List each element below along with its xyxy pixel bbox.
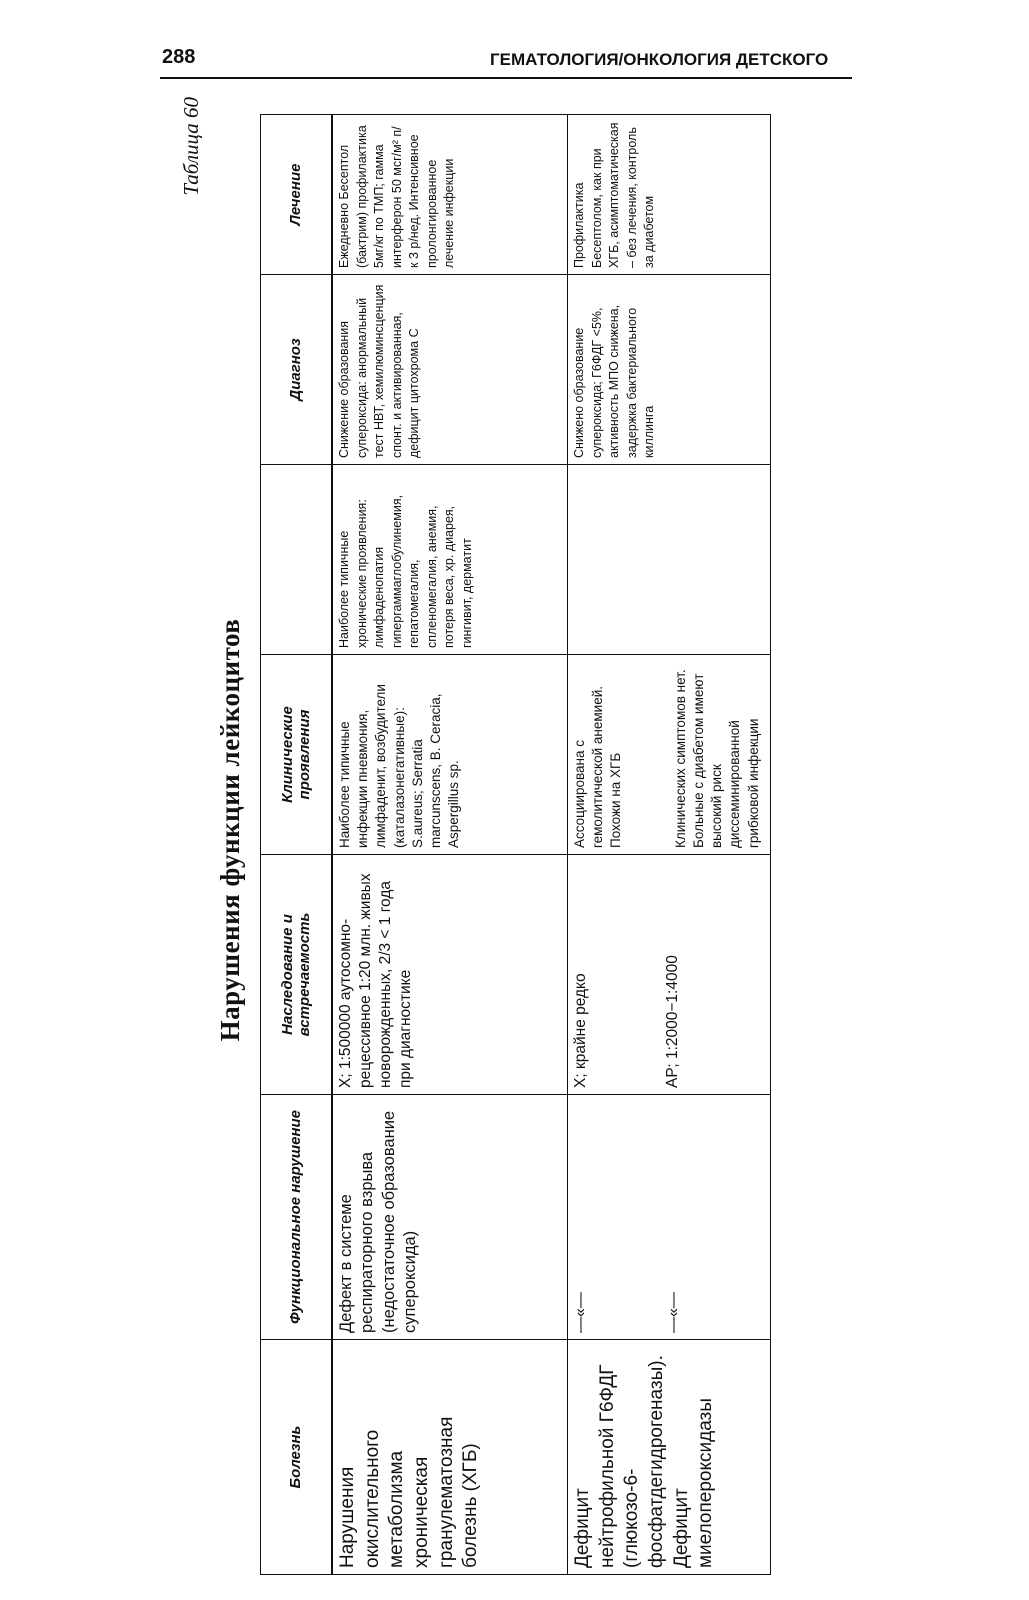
header-rule (160, 77, 852, 79)
cell-function (568, 1095, 771, 1340)
table-title: Нарушения функции лейкоцитов (215, 618, 245, 1042)
clinical-g6pd: Ассоциирована с гемолитической анемией. Похожи на ХГБ (572, 685, 624, 848)
cell-treatment: Профилактика Бесептолом, как при ХГБ, асимптоматическая – без лечения, контроль за диабетом (568, 115, 771, 275)
column-header-blank (261, 465, 333, 655)
table-row (568, 115, 771, 1575)
rotated-table-block (175, 85, 865, 1575)
clinical-mpo: Клинических симптомов нет. Больные с диабетом имеют высокий риск диссеминированной грибковой инфекции (672, 669, 761, 848)
cell-disease: Дефицит нейтрофильной Г6ФДГ (глюкозо-6-фосфатдегидрогеназы). Дефицит миелопероксидазы (568, 1340, 771, 1575)
ditto-mark: —«— (572, 1292, 589, 1333)
column-header-diagnosis: Диагноз (261, 275, 333, 465)
ditto-mark: —«— (664, 1292, 682, 1333)
column-header-function: Функциональное нарушение (261, 1095, 333, 1340)
cell-clinical-chronic (568, 465, 771, 655)
inheritance-g6pd: Х; крайне редко (572, 973, 589, 1088)
leukocyte-disorders-table (260, 114, 771, 1575)
cell-diagnosis: Снижено образование супероксида; Г6ФДГ <5%, активность МПО снижена, задержка бактериального киллинга (568, 275, 771, 465)
table-label: Таблица 60 (179, 97, 203, 196)
column-header-inheritance: Наследование и встречаемость (261, 855, 333, 1095)
page-number: 288 (162, 46, 196, 68)
cell-disease: Нарушения окислительного метаболизма хроническая гранулематозная болезнь (ХГБ) (332, 1340, 568, 1575)
cell-function: Дефект в системе респираторного взрыва (недостаточное образование супероксида) (332, 1095, 568, 1340)
cell-treatment: Ежедневно Бесептол (бактрим) профилактика 5мг/кг по ТМП; гамма интерферон 50 мсг/м² п/к 3 р/нед. Интенсивное пролонгированное лечение инфекции (332, 115, 568, 275)
running-title: ГЕМАТОЛОГИЯ/ОНКОЛОГИЯ ДЕТСКОГО (490, 50, 829, 69)
cell-diagnosis: Снижение образования супероксида: анормальный тест НВТ, хемилюминсценция спонт. и активированная, дефицит цитохрома С (332, 275, 568, 465)
cell-inheritance: Х; 1:500000 аутосомно-рецессивное 1:20 млн. живых новорожденных, 2/3 < 1 года при диагностике (332, 855, 568, 1095)
cell-inheritance (568, 855, 771, 1095)
cell-clinical-chronic: Наиболее типичные хронические проявления: лимфаденопатия гипергаммаглобулинемия, гепатомегалия, спленомегалия, анемия, потеря веса, хр. диарея, гингивит, дерматит (332, 465, 568, 655)
column-header-disease: Болезнь (261, 1340, 333, 1575)
column-header-treatment: Лечение (261, 115, 333, 275)
column-header-clinical: Клинические проявления (261, 655, 333, 855)
table-row (332, 115, 568, 1575)
cell-clinical: Наиболее типичные инфекции пневмония, лимфаденит, возбудители (каталазонегативные): S.aureus; Serratia marcunscens, B. Ceracia, Aspergillus sp. (332, 655, 568, 855)
cell-clinical (568, 655, 771, 855)
inheritance-mpo: АР; 1:2000−1:4000 (664, 955, 682, 1088)
table-header-row (261, 115, 333, 1575)
